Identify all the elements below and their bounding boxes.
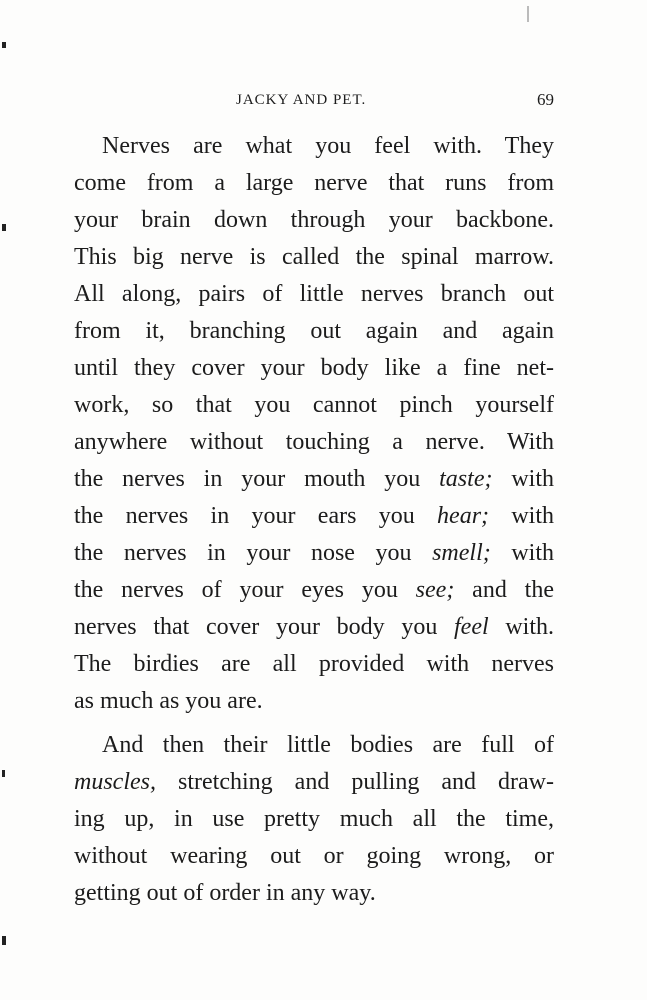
- italic-word: hear;: [437, 503, 490, 529]
- text-span: the nerves in your nose you: [74, 540, 433, 566]
- text-span: with: [490, 540, 554, 566]
- text-line: [74, 646, 554, 683]
- page-number: 69: [537, 90, 554, 109]
- text-line: [74, 313, 554, 350]
- text-span: with: [492, 466, 555, 492]
- text-span: stretching and pulling and draw-: [155, 769, 554, 795]
- paragraph: [74, 727, 554, 912]
- text-span: the nerves in your ears you: [74, 503, 438, 529]
- text-span: come from a large nerve that runs from: [74, 170, 554, 196]
- text-span: ing up, in use pretty much all the time,: [74, 806, 554, 832]
- text-line: [74, 535, 554, 572]
- text-span: your brain down through your backbone.: [74, 207, 554, 233]
- margin-mark: [2, 936, 6, 945]
- text-span: Nerves are what you feel with. They: [102, 133, 554, 159]
- text-line: [74, 128, 554, 165]
- page-header: [74, 92, 554, 116]
- text-span: until they cover your body like a fine net-: [74, 355, 554, 381]
- text-line: [74, 764, 554, 801]
- margin-mark: [2, 770, 5, 777]
- text-line: [74, 838, 554, 875]
- text-span: The birdies are all provided with nerves: [74, 651, 554, 677]
- italic-word: feel: [454, 614, 489, 640]
- text-span: work, so that you cannot pinch yourself: [74, 392, 554, 418]
- text-line: [74, 239, 554, 276]
- text-line: [74, 498, 554, 535]
- text-line: [74, 165, 554, 202]
- text-span: And then their little bodies are full of: [102, 732, 554, 758]
- text-line: [74, 350, 554, 387]
- text-line: [74, 609, 554, 646]
- text-span: as much as you are.: [74, 688, 263, 714]
- italic-word: see;: [415, 577, 455, 603]
- text-line: [74, 727, 554, 764]
- text-span: without wearing out or going wrong, or: [74, 843, 554, 869]
- margin-mark: [2, 42, 6, 48]
- scan-mark: [527, 6, 529, 22]
- text-span: with.: [488, 614, 554, 640]
- text-span: nerves that cover your body you: [74, 614, 454, 640]
- text-line: [74, 875, 554, 912]
- text-span: All along, pairs of little nerves branch out: [74, 281, 554, 307]
- text-span: and the: [454, 577, 554, 603]
- text-span: getting out of order in any way.: [74, 880, 376, 906]
- text-line: [74, 424, 554, 461]
- body-text: [74, 128, 554, 912]
- margin-mark: [2, 224, 6, 231]
- paragraph-gap: [74, 720, 554, 727]
- paragraph: [74, 128, 554, 720]
- text-line: [74, 572, 554, 609]
- text-line: [74, 683, 554, 720]
- text-line: [74, 801, 554, 838]
- italic-word: taste;: [439, 466, 493, 492]
- text-span: with: [489, 503, 554, 529]
- italic-word: smell;: [432, 540, 491, 566]
- text-span: the nerves in your mouth you: [74, 466, 440, 492]
- text-line: [74, 202, 554, 239]
- text-line: [74, 387, 554, 424]
- text-span: from it, branching out again and again: [74, 318, 554, 344]
- text-line: [74, 276, 554, 313]
- text-line: [74, 461, 554, 498]
- italic-word: muscles,: [74, 769, 156, 795]
- running-head: JACKY AND PET.: [236, 92, 367, 108]
- text-span: This big nerve is called the spinal marrow.: [74, 244, 554, 270]
- text-span: the nerves of your eyes you: [74, 577, 416, 603]
- text-span: anywhere without touching a nerve. With: [74, 429, 554, 455]
